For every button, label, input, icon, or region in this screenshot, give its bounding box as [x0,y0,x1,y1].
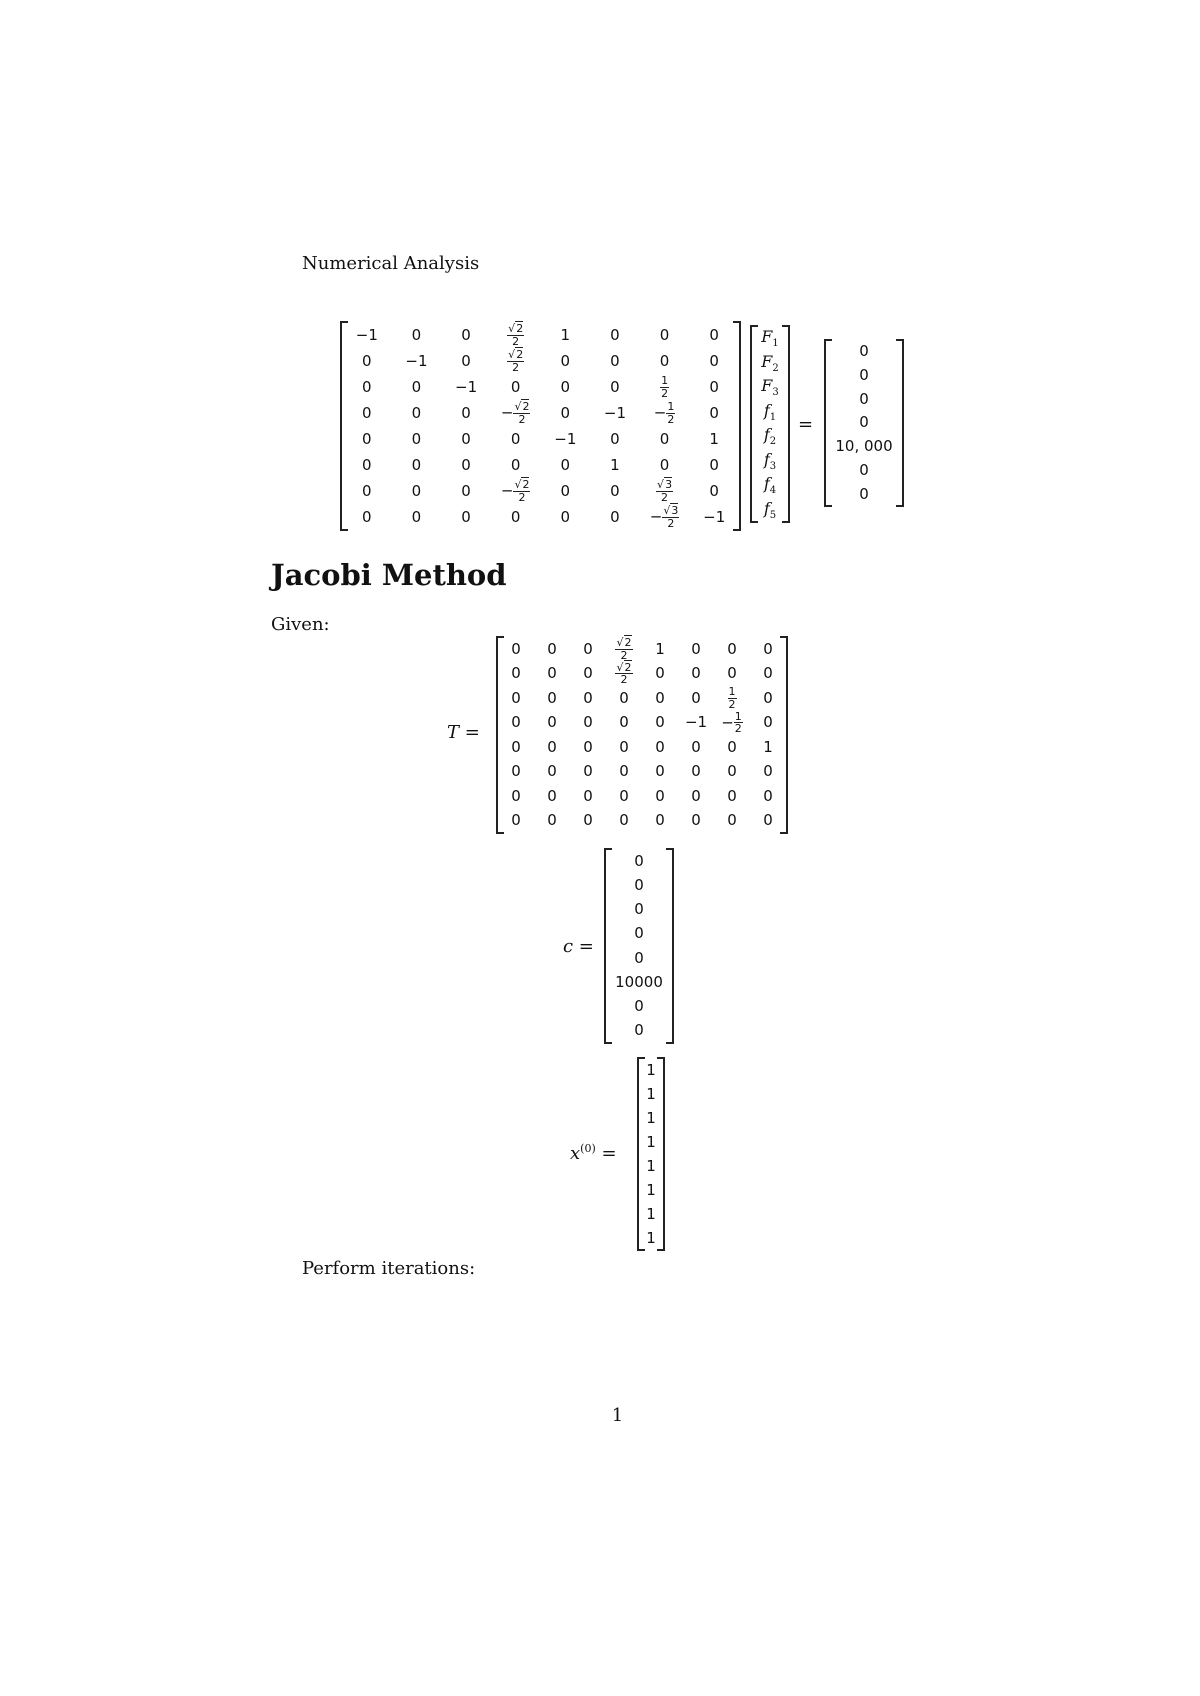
coefficient-matrix-cell: 0 [411,481,422,500]
t-matrix-cell: 0 [691,688,701,707]
coefficient-matrix-cell: 0 [560,351,571,370]
t-matrix-cell: 0 [727,737,737,756]
coefficient-matrix-cell: 0 [560,481,571,500]
coefficient-matrix-cell: −1 [405,351,428,370]
t-matrix-cell: 0 [655,786,665,805]
coefficient-matrix-cell: 0 [411,377,422,396]
coefficient-matrix-cell: 0 [362,507,372,526]
coefficient-matrix-cell: 0 [362,351,372,370]
c-vector-entry: 0 [634,875,644,894]
t-matrix-cell: 0 [763,639,773,658]
t-matrix-cell: 0 [655,737,665,756]
x0-vector-entry: 1 [646,1108,656,1127]
coefficient-matrix-cell: 0 [362,403,372,422]
c-vector-entry: 0 [634,997,644,1016]
rhs-entry: 0 [859,460,869,479]
page-number: 1 [611,1405,624,1426]
coefficient-matrix-cell: $\frac{1}{2}$ [661,373,669,400]
x0-vector-entry: 1 [646,1180,656,1199]
c-vector-entry: 0 [634,924,644,943]
t-matrix-cell: 0 [619,786,629,805]
rhs-entry: 0 [859,366,869,385]
t-matrix-cell: 0 [727,762,737,781]
t-matrix-cell: 0 [511,713,521,732]
system-equals: = [798,414,814,435]
c-vector-entry: 0 [634,1021,644,1040]
t-matrix-cell: 0 [763,786,773,805]
coefficient-matrix-cell: 0 [560,455,571,474]
t-matrix-cell: 1 [655,639,665,658]
t-matrix-cell: 0 [619,737,629,756]
coefficient-matrix-cell: 0 [610,325,620,344]
coefficient-matrix-cell: 1 [709,429,719,448]
coefficient-matrix-cell: 0 [510,429,521,448]
coefficient-matrix-cell: $\frac{√2}{2}$ [508,347,524,374]
coefficient-matrix-cell: 0 [461,429,471,448]
t-matrix-cell: 0 [619,713,629,732]
coefficient-matrix-cell: − $\frac{1}{2}$ [653,399,675,426]
t-matrix-cell: 0 [655,713,665,732]
coefficient-matrix-cell: 0 [659,429,670,448]
t-matrix-cell: 0 [547,737,557,756]
unknown-entry: $f_2$ [763,425,777,448]
rhs-vector [824,340,904,506]
t-matrix-cell: 0 [511,762,521,781]
x0-vector [637,1058,665,1250]
coefficient-matrix-cell: 1 [560,325,571,344]
coefficient-matrix-cell: 0 [411,325,422,344]
t-matrix-cell: 0 [547,713,557,732]
t-matrix-cell: 0 [691,737,701,756]
coefficient-matrix-cell: 0 [461,455,471,474]
rhs-entry: 0 [859,389,869,408]
coefficient-matrix-cell: 0 [560,403,571,422]
t-matrix-cell: 0 [727,664,737,683]
given-label: Given: [271,614,330,635]
coefficient-matrix-cell: −1 [554,429,577,448]
t-matrix-cell: 0 [691,762,701,781]
c-vector-entry: 0 [634,948,644,967]
coefficient-matrix-cell: − $\frac{√2}{2}$ [500,477,530,504]
coefficient-matrix-cell: 0 [362,481,372,500]
coefficient-matrix-cell: 0 [461,507,471,526]
coefficient-matrix-cell: 0 [610,481,620,500]
coefficient-matrix-cell: 0 [560,377,571,396]
section-title: Jacobi Method [271,558,507,592]
coefficient-matrix-cell: 0 [610,507,620,526]
rhs-entry: 0 [859,484,869,503]
coefficient-matrix-cell: 0 [362,377,372,396]
rhs-entry: 0 [859,413,869,432]
x0-vector-entry: 1 [646,1060,656,1079]
t-matrix-cell: 0 [583,713,593,732]
t-matrix-cell: − $\frac{1}{2}$ [721,709,742,736]
t-matrix-cell: 0 [763,811,773,830]
t-matrix-cell: 0 [511,786,521,805]
c-vector-entry: 0 [634,851,644,870]
t-matrix-cell: 0 [511,664,521,683]
coefficient-matrix-cell: 0 [709,403,719,422]
t-matrix-cell: 0 [583,811,593,830]
coefficient-matrix-cell: 0 [709,325,719,344]
t-matrix-cell: 0 [655,664,665,683]
t-matrix-cell: $\frac{1}{2}$ [728,685,736,711]
coefficient-matrix-cell: −1 [355,325,378,344]
c-label: c = [563,936,594,957]
t-matrix-cell: 0 [763,664,773,683]
t-matrix-cell: 0 [583,762,593,781]
t-matrix-cell: 0 [547,811,557,830]
unknown-entry: $F_2$ [761,351,779,374]
t-matrix-cell: 0 [583,688,593,707]
coefficient-matrix-cell: $\frac{√2}{2}$ [508,321,524,348]
coefficient-matrix-cell: 0 [610,377,620,396]
t-matrix-cell: 0 [547,664,557,683]
x0-label: $x^{(0)}$ = [570,1142,617,1164]
t-matrix-cell: 0 [655,762,665,781]
t-matrix-cell: 1 [763,737,773,756]
unknowns-vector [750,326,790,522]
coefficient-matrix-cell: 0 [411,403,422,422]
x0-vector-entry: 1 [646,1228,656,1247]
t-matrix-cell: 0 [691,639,701,658]
coefficient-matrix-cell: − $\frac{√3}{2}$ [649,503,679,530]
coefficient-matrix-cell: 0 [709,351,719,370]
coefficient-matrix-cell: 0 [362,455,372,474]
coefficient-matrix-cell: 0 [709,377,719,396]
coefficient-matrix-cell: 0 [461,403,471,422]
t-matrix-cell: 0 [511,737,521,756]
x0-vector-entry: 1 [646,1156,656,1175]
unknown-entry: $F_3$ [761,376,779,399]
unknown-entry: $f_3$ [763,449,777,472]
t-matrix-cell: 0 [583,664,593,683]
unknown-entry: $f_4$ [763,474,777,497]
perform-label: Perform iterations: [302,1258,476,1279]
coefficient-matrix-cell: $\frac{√3}{2}$ [657,477,673,504]
t-label: T = [447,722,480,743]
t-matrix-cell: 0 [655,811,665,830]
x0-vector-entry: 1 [646,1084,656,1103]
t-matrix-cell: $\frac{√2}{2}$ [616,660,632,687]
t-matrix-cell: 0 [547,786,557,805]
coefficient-matrix-cell: 0 [709,481,719,500]
t-matrix-cell: 0 [727,786,737,805]
t-matrix-cell: 0 [655,688,665,707]
t-matrix-cell: 0 [619,688,629,707]
t-matrix-cell: 0 [763,713,773,732]
coefficient-matrix-cell: 0 [610,429,620,448]
t-matrix-cell: 0 [583,737,593,756]
t-matrix-cell: 0 [583,786,593,805]
t-matrix-cell: 0 [691,786,701,805]
coefficient-matrix-cell: 0 [510,455,521,474]
t-matrix-cell: 0 [511,688,521,707]
t-matrix-cell: 0 [691,811,701,830]
unknown-entry: $F_1$ [761,327,779,350]
t-matrix-cell: 0 [511,639,521,658]
document-header: Numerical Analysis [302,253,480,274]
c-vector-entry: 10000 [615,972,663,991]
coefficient-matrix-cell: 0 [362,429,372,448]
coefficient-matrix-cell: 0 [461,481,471,500]
coefficient-matrix-cell: 0 [659,351,670,370]
t-matrix-cell: 0 [547,762,557,781]
t-matrix-cell: 0 [547,688,557,707]
coefficient-matrix-cell: 0 [411,507,422,526]
coefficient-matrix-cell: 0 [510,377,521,396]
t-matrix-cell: 0 [727,639,737,658]
t-matrix-cell: 0 [511,811,521,830]
c-vector [604,849,674,1043]
coefficient-matrix-cell: 0 [659,455,670,474]
coefficient-matrix-cell: 0 [610,351,620,370]
coefficient-matrix-cell: 0 [709,455,719,474]
coefficient-matrix-cell: −1 [703,507,726,526]
t-matrix-cell: 0 [691,664,701,683]
coefficient-matrix-cell: 0 [659,325,670,344]
t-matrix-cell: −1 [684,713,708,732]
coefficient-matrix-cell: 0 [411,429,422,448]
coefficient-matrix-cell: 0 [560,507,571,526]
x0-vector-entry: 1 [646,1204,656,1223]
c-vector-entry: 0 [634,900,644,919]
coefficient-matrix-cell: 1 [610,455,620,474]
t-matrix-cell: 0 [619,811,629,830]
t-matrix-cell: 0 [763,688,773,707]
t-matrix-cell: $\frac{√2}{2}$ [616,636,632,662]
rhs-entry: 10, 000 [835,437,893,456]
t-matrix-cell: 0 [547,639,557,658]
coefficient-matrix-cell: 0 [461,325,471,344]
coefficient-matrix [340,322,741,530]
coefficient-matrix-cell: 0 [461,351,471,370]
rhs-entry: 0 [859,342,869,361]
unknown-entry: $f_1$ [763,400,777,423]
unknown-entry: $f_5$ [763,498,777,521]
x0-vector-entry: 1 [646,1132,656,1151]
t-matrix-cell: 0 [619,762,629,781]
coefficient-matrix-cell: 0 [510,507,521,526]
t-matrix [496,637,788,833]
coefficient-matrix-cell: −1 [603,403,626,422]
t-matrix-cell: 0 [727,811,737,830]
t-matrix-cell: 0 [583,639,593,658]
coefficient-matrix-cell: 0 [411,455,422,474]
coefficient-matrix-cell: −1 [455,377,478,396]
t-matrix-cell: 0 [763,762,773,781]
coefficient-matrix-cell: − $\frac{√2}{2}$ [500,399,530,426]
